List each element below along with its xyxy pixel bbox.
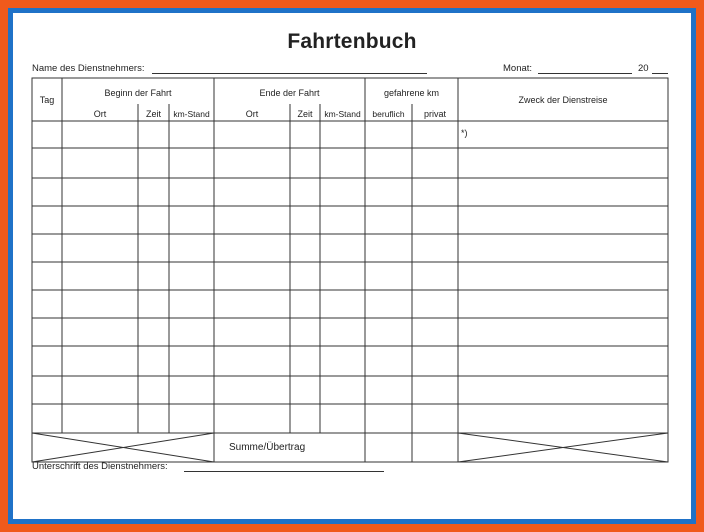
month-label: Monat: xyxy=(503,63,533,74)
col-tag-header: Tag xyxy=(39,95,55,105)
group-km-header: gefahrene km xyxy=(383,88,440,98)
signature-label: Unterschrift des Dienstnehmers: xyxy=(32,461,168,472)
sub-start-zeit-header: Zeit xyxy=(145,109,161,119)
col-purpose-header: Zweck der Dienstreise xyxy=(518,95,608,105)
sub-end-ort-header: Ort xyxy=(245,109,259,119)
sub-km-privat-header: privat xyxy=(423,109,446,119)
signature-field[interactable] xyxy=(184,471,384,472)
sum-carryover-label: Summe/Übertrag xyxy=(229,442,306,453)
page-title: Fahrtenbuch xyxy=(287,30,417,53)
year-label: 20 xyxy=(638,63,649,74)
footnote-mark: *) xyxy=(461,128,468,138)
group-end-header: Ende der Fahrt xyxy=(259,88,320,98)
group-start-header: Beginn der Fahrt xyxy=(104,88,172,98)
sub-start-km-header: km-Stand xyxy=(173,109,210,119)
sub-start-ort-header: Ort xyxy=(93,109,107,119)
sub-end-km-header: km-Stand xyxy=(324,109,361,119)
employee-name-label: Name des Dienstnehmers: xyxy=(32,63,145,74)
sub-km-beruflich-header: beruflich xyxy=(372,109,405,119)
sub-end-zeit-header: Zeit xyxy=(297,109,313,119)
